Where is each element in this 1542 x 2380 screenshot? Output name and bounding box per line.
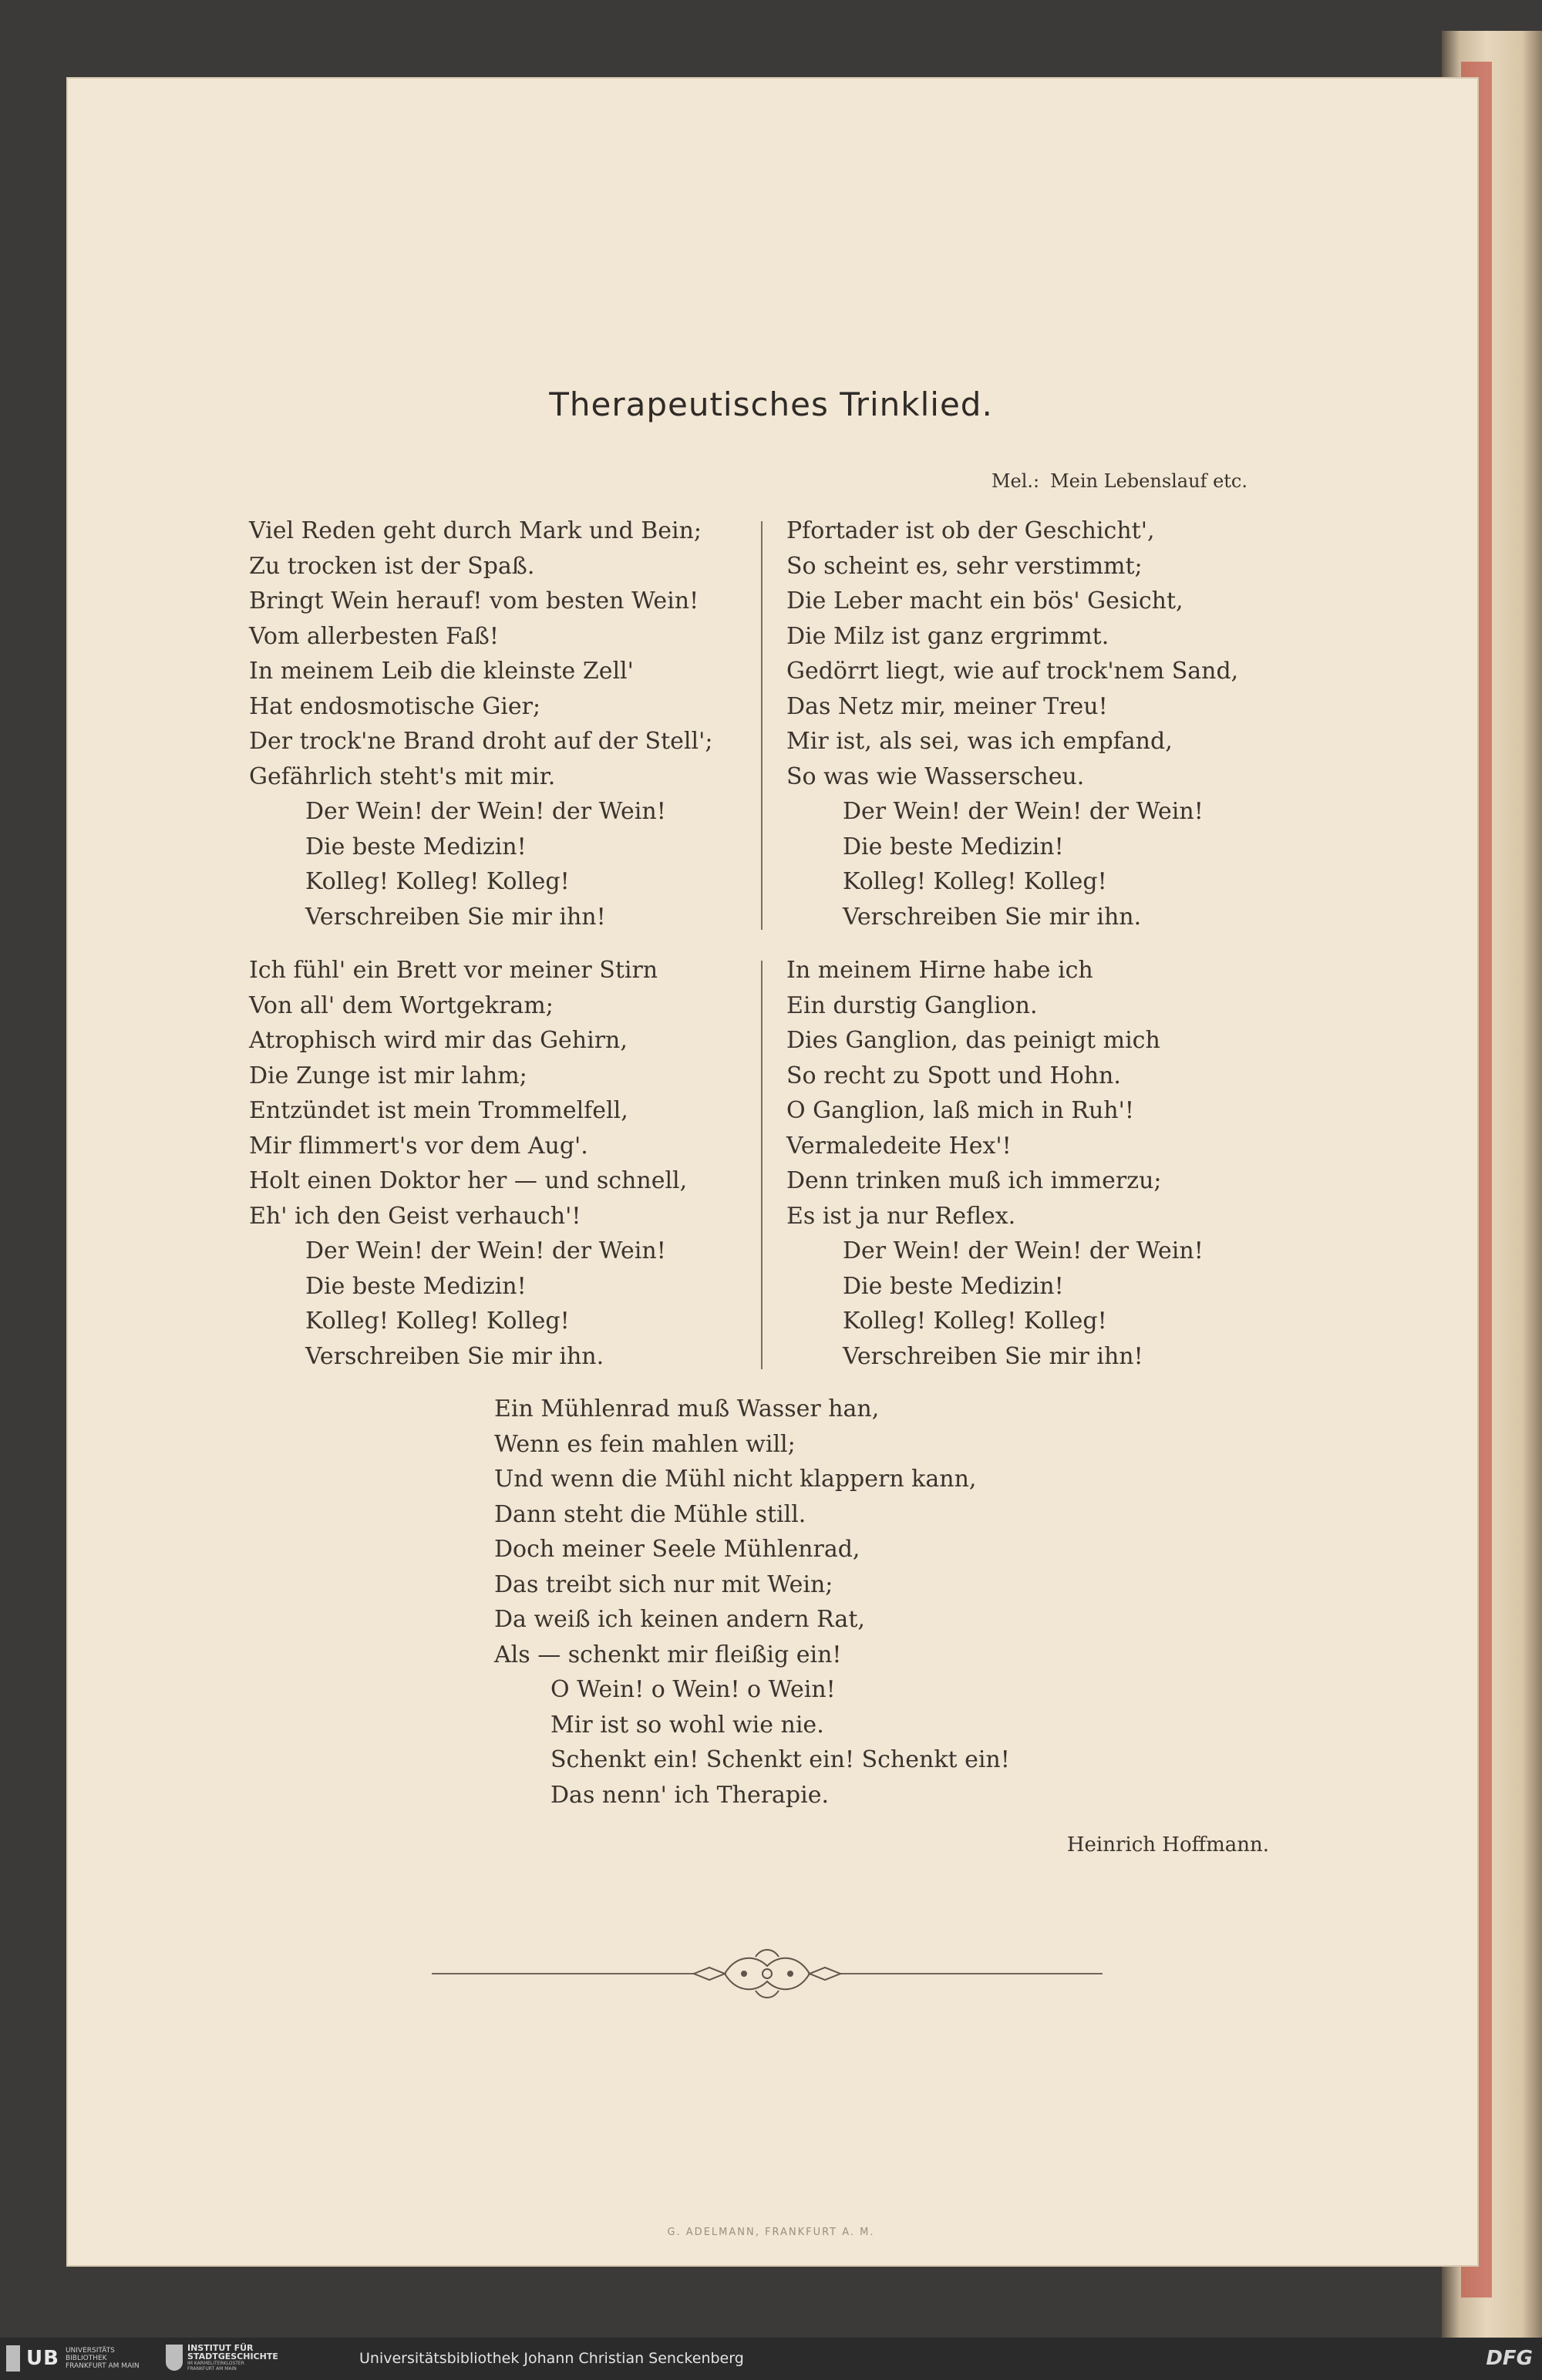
refrain-line: O Wein! o Wein! o Wein!	[550, 1676, 836, 1703]
stanza-4	[786, 953, 1204, 1374]
verse-line: Dies Ganglion, das peinigt mich	[786, 1027, 1160, 1054]
refrain-line: Die beste Medizin!	[843, 833, 1064, 860]
verse-line: Da weiß ich keinen andern Rat,	[494, 1606, 865, 1633]
verse-line: O Ganglion, laß mich in Ruh'!	[786, 1097, 1134, 1124]
ub-logo-text: UB	[26, 2347, 59, 2370]
stanza-1	[249, 513, 712, 934]
verse-line: Ein durstig Ganglion.	[786, 991, 1038, 1019]
verse-line: Hat endosmotische Gier;	[249, 692, 541, 720]
author-signature: Heinrich Hoffmann.	[1066, 1833, 1269, 1857]
verse-line: Als — schenkt mir fleißig ein!	[494, 1641, 842, 1668]
verse-line: Denn trinken muß ich immerzu;	[786, 1167, 1162, 1194]
refrain-line: Kolleg! Kolleg! Kolleg!	[843, 1308, 1107, 1335]
melody-note	[992, 470, 1247, 492]
isg-logo-text	[187, 2344, 278, 2372]
verse-line: Entzündet ist mein Trommelfell,	[249, 1097, 628, 1124]
verse-line: Wenn es fein mahlen will;	[494, 1430, 796, 1458]
refrain-line: Kolleg! Kolleg! Kolleg!	[843, 868, 1107, 895]
stanza-3	[249, 953, 687, 1374]
refrain-line: Verschreiben Sie mir ihn.	[305, 1342, 604, 1370]
isg-shield-icon	[166, 2345, 183, 2371]
verse-line: Das treibt sich nur mit Wein;	[494, 1570, 833, 1598]
isg-subline: FRANKFURT AM MAIN	[187, 2366, 237, 2372]
verse-line: Mir flimmert's vor dem Aug'.	[249, 1132, 588, 1160]
refrain-line: Kolleg! Kolleg! Kolleg!	[305, 868, 570, 895]
refrain-line: Der Wein! der Wein! der Wein!	[843, 798, 1204, 825]
verse-line: Mir ist, als sei, was ich empfand,	[786, 728, 1173, 755]
verse-line: In meinem Hirne habe ich	[786, 957, 1093, 984]
printer-imprint: G. ADELMANN, FRANKFURT A. M.	[667, 2227, 875, 2238]
library-name[interactable]: Universitätsbibliothek Johann Christian Senckenberg	[359, 2350, 744, 2367]
verse-line: Viel Reden geht durch Mark und Bein;	[249, 517, 702, 544]
ub-seal-icon	[6, 2345, 20, 2372]
verse-line: Holt einen Doktor her — und schnell,	[249, 1167, 688, 1194]
verse-line: Der trock'ne Brand droht auf der Stell';	[249, 728, 713, 755]
isg-line: STADTGESCHICHTE	[187, 2351, 278, 2361]
verse-line: Dann steht die Mühle still.	[494, 1500, 806, 1528]
melody-value: Mein Lebenslauf etc.	[1050, 470, 1247, 492]
footer-bar	[0, 2338, 1542, 2380]
verse-line: Das Netz mir, meiner Treu!	[786, 692, 1108, 720]
refrain-line: Die beste Medizin!	[843, 1272, 1064, 1300]
verse-line: Vom allerbesten Faß!	[249, 622, 499, 650]
verse-line: Die Leber macht ein bös' Gesicht,	[786, 587, 1183, 614]
isg-subline: IM KARMELITERKLOSTER	[187, 2361, 244, 2366]
verse-line: Ein Mühlenrad muß Wasser han,	[494, 1395, 880, 1422]
refrain-line: Schenkt ein! Schenkt ein! Schenkt ein!	[550, 1746, 1010, 1773]
refrain-line: Die beste Medizin!	[305, 833, 527, 860]
refrain-line: Kolleg! Kolleg! Kolleg!	[305, 1308, 570, 1335]
verse-line: Pfortader ist ob der Geschicht',	[786, 517, 1155, 544]
verse-line: So recht zu Spott und Hohn.	[786, 1062, 1121, 1089]
ub-logo-line: BIBLIOTHEK	[65, 2355, 107, 2362]
verse-line: So scheint es, sehr verstimmt;	[786, 552, 1143, 580]
dfg-logo[interactable]: DFG	[1486, 2347, 1533, 2370]
refrain-line: Verschreiben Sie mir ihn!	[305, 903, 606, 931]
stanza-5	[494, 1392, 1010, 1813]
refrain-line: Verschreiben Sie mir ihn!	[843, 1342, 1143, 1370]
refrain-line: Verschreiben Sie mir ihn.	[843, 903, 1142, 931]
verse-line: Die Milz ist ganz ergrimmt.	[786, 622, 1109, 650]
isg-line: INSTITUT FÜR	[187, 2343, 254, 2353]
ub-logo-subtitle	[66, 2347, 140, 2370]
poem-title: Therapeutisches Trinklied.	[549, 385, 993, 423]
ub-logo[interactable]	[6, 2344, 140, 2373]
verse-line: Die Zunge ist mir lahm;	[249, 1062, 527, 1089]
refrain-line: Die beste Medizin!	[305, 1272, 527, 1300]
ub-logo-line: UNIVERSITÄTS	[65, 2347, 115, 2355]
verse-line: Vermaledeite Hex'!	[786, 1132, 1012, 1160]
verse-line: Doch meiner Seele Mühlenrad,	[494, 1536, 860, 1563]
verse-line: In meinem Leib die kleinste Zell'	[249, 658, 634, 685]
ornament-divider-icon	[432, 1943, 1103, 2005]
verse-line: Gedörrt liegt, wie auf trock'nem Sand,	[786, 658, 1239, 685]
melody-label: Mel.:	[991, 470, 1040, 492]
refrain-line: Der Wein! der Wein! der Wein!	[843, 1237, 1204, 1264]
verse-line: Zu trocken ist der Spaß.	[249, 552, 535, 580]
refrain-line: Der Wein! der Wein! der Wein!	[305, 1237, 666, 1264]
verse-line: So was wie Wasserscheu.	[786, 762, 1085, 790]
verse-line: Ich fühl' ein Brett vor meiner Stirn	[249, 957, 658, 984]
verse-line: Gefährlich steht's mit mir.	[249, 762, 556, 790]
refrain-line: Mir ist so wohl wie nie.	[550, 1711, 824, 1739]
verse-line: Eh' ich den Geist verhauch'!	[249, 1202, 581, 1230]
verse-line: Atrophisch wird mir das Gehirn,	[249, 1027, 628, 1054]
column-divider	[761, 961, 763, 1369]
column-divider	[761, 521, 763, 930]
isg-logo[interactable]	[166, 2344, 278, 2372]
verse-line: Bringt Wein herauf! vom besten Wein!	[249, 587, 699, 614]
stanza-2	[786, 513, 1238, 934]
refrain-line: Das nenn' ich Therapie.	[550, 1781, 830, 1809]
refrain-line: Der Wein! der Wein! der Wein!	[305, 798, 666, 825]
ub-logo-line: FRANKFURT AM MAIN	[65, 2362, 140, 2370]
verse-line: Von all' dem Wortgekram;	[249, 991, 554, 1019]
verse-line: Es ist ja nur Reflex.	[786, 1202, 1016, 1230]
verse-line: Und wenn die Mühl nicht klappern kann,	[494, 1466, 977, 1493]
